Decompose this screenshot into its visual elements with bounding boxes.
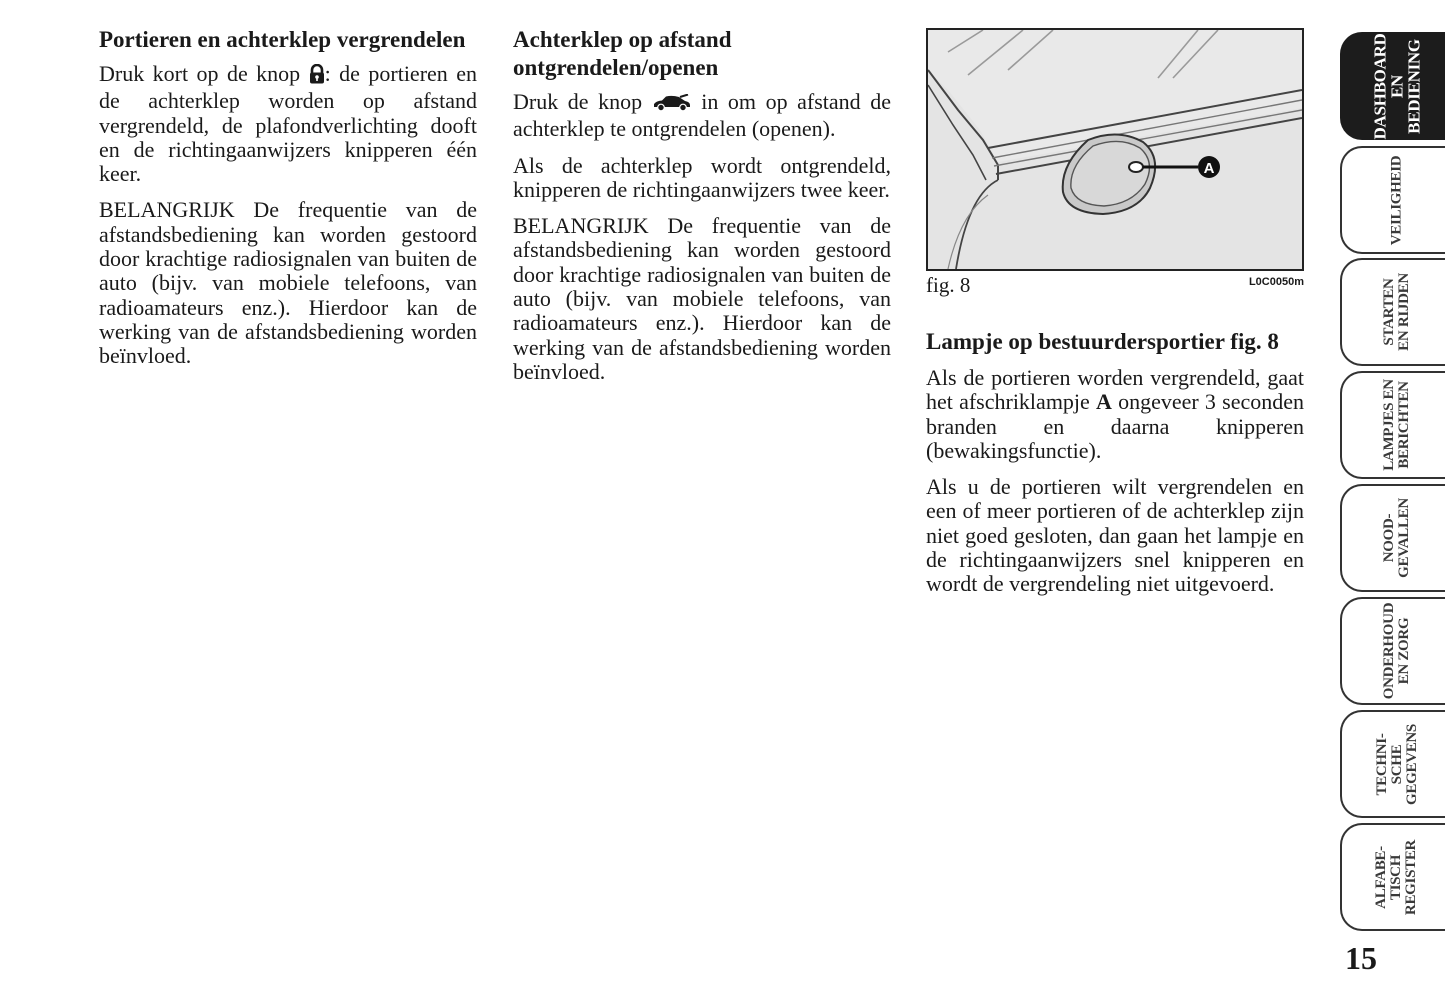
tab-label: DASHBOARD EN BEDIENING [1370, 33, 1424, 139]
tab-starten[interactable] [1340, 258, 1445, 366]
column-left [99, 26, 477, 381]
tab-alfabetisch-register[interactable] [1340, 823, 1445, 931]
section-heading-lock: Portieren en achterklep vergrendelen [99, 27, 466, 52]
column-middle [513, 26, 891, 396]
page-number: 15 [1345, 940, 1377, 976]
car-trunk-icon [652, 93, 692, 117]
tab-label: ONDERHOUD EN ZORG [1380, 602, 1412, 700]
section-heading-trunk: Achterklep op afstand ontgrendelen/openen [513, 27, 732, 80]
tab-noodgevallen[interactable] [1340, 484, 1445, 592]
tab-label: LAMPJES EN BERICHTEN [1381, 379, 1412, 471]
column-right [926, 28, 1304, 609]
figure-door-lamp [926, 28, 1304, 271]
paragraph-text-before: Als de portieren worden vergrendeld, gaat het afschriklampje [926, 365, 1304, 415]
tab-label: VEILIGHEID [1388, 155, 1405, 245]
tab-label: TECHNI- SCHE GEGEVENS [1373, 723, 1420, 805]
paragraph-text-before: Druk kort op de knop [99, 61, 309, 86]
tab-dashboard[interactable] [1340, 32, 1445, 140]
marker-label: A [1203, 160, 1215, 177]
lock-icon [309, 64, 325, 89]
paragraph-trunk-instructions [513, 90, 891, 142]
paragraph-lock-instructions [99, 62, 477, 186]
paragraph-text-before: Druk de knop [513, 89, 652, 114]
figure-label: fig. 8 [926, 273, 971, 297]
paragraph-lock-failure: Als u de portieren wilt vergrendelen en een of meer portieren of de achterklep zijn niet goed gesloten, dan gaan het lampje en de richtingaanwijzers snel knipperen en wordt de vergrendeling niet uitgevoerd. [926, 474, 1304, 597]
figure-code: L0C0050m [1248, 276, 1304, 288]
door-illustration [928, 30, 1302, 269]
paragraph-door-lamp [926, 366, 1304, 463]
paragraph-important-notice: BELANGRIJK De frequentie van de afstandsbediening kan worden gestoord door krachtige radiosignalen van buiten de auto (bijv. van mobiele telefoons, van radioamateurs enz.). Hierdoor kan de werking van de afstandsbediening worden beïnvloed. [513, 213, 891, 384]
tab-label: STARTEN EN RIJDEN [1380, 273, 1412, 351]
paragraph-text-after: in om op afstand de achterklep te ontgrendelen (openen). [513, 89, 891, 142]
figure-caption [926, 273, 1304, 298]
section-heading-door-lamp: Lampje op bestuurdersportier fig. 8 [926, 329, 1279, 354]
tab-onderhoud[interactable] [1340, 597, 1445, 705]
paragraph-text-after: ongeveer 3 seconden branden en daarna knipperen (bewakingsfunctie). [926, 389, 1304, 463]
tab-label: ALFABE- TISCH REGISTER [1373, 839, 1420, 915]
paragraph-bold-marker: A [1096, 389, 1112, 415]
tab-veiligheid[interactable] [1340, 146, 1445, 254]
tab-lampjes[interactable] [1340, 371, 1445, 479]
paragraph-text-after: : de portieren en de achterklep worden op afstand vergrendeld, de plafondverlichting dooft en de richtingaanwijzers knipperen één keer. [99, 61, 477, 187]
paragraph-important-notice: BELANGRIJK De frequentie van de afstandsbediening kan worden gestoord door krachtige radiosignalen van buiten de auto (bijv. van mobiele telefoons, van radioamateurs enz.). Hierdoor kan de werking van de afstandsbediening worden beïnvloed. [99, 197, 477, 369]
tab-label: NOOD- GEVALLEN [1380, 498, 1412, 578]
paragraph-indicator-blink: Als de achterklep wordt ontgrendeld, knipperen de richtingaanwijzers twee keer. [513, 152, 891, 202]
tab-technische-gegevens[interactable] [1340, 710, 1445, 818]
